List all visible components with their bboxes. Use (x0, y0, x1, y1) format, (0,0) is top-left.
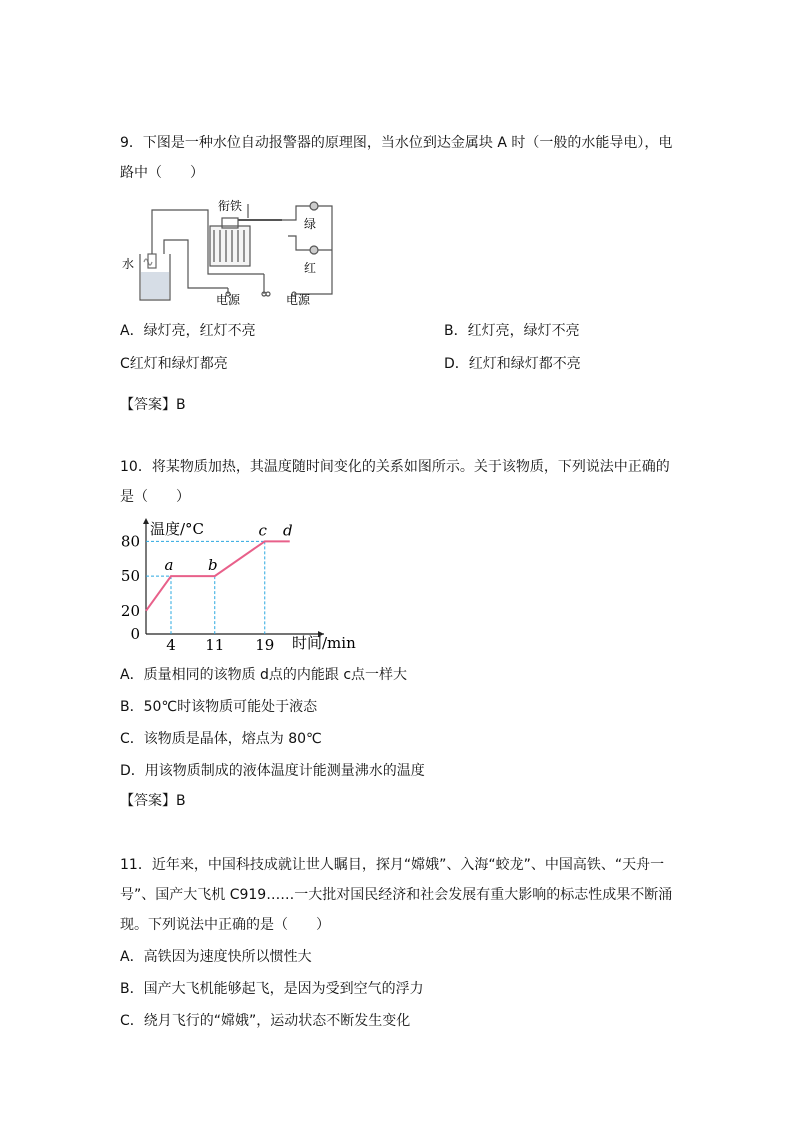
y-tick-label: 20 (120, 601, 140, 620)
label-power-source-2: 电源 (286, 293, 311, 307)
q9-answer: 【答案】B (120, 397, 186, 413)
label-red-lamp: 红 (304, 261, 317, 275)
y-tick-label: 0 (130, 625, 140, 643)
q9-option-d: D．红灯和绿灯都不亮 (444, 356, 581, 372)
point-label-c: c (258, 521, 267, 540)
q9-option-c: C红灯和绿灯都亮 (120, 356, 228, 372)
label-armature: 衔铁 (218, 199, 243, 213)
q9-circuit-diagram (118, 196, 340, 308)
x-axis-label: 时间/min (292, 634, 356, 652)
point-label-a: a (164, 556, 174, 575)
q10-option-c: C．该物质是晶体，熔点为 80℃ (120, 731, 322, 747)
y-axis-arrow (143, 518, 149, 524)
y-tick-label: 80 (120, 532, 140, 551)
x-tick-label: 4 (166, 636, 176, 654)
q10-option-d: D．用该物质制成的液体温度计能测量沸水的温度 (120, 763, 425, 779)
q9-stem-line1: 9．下图是一种水位自动报警器的原理图，当水位到达金属块 A 时（一般的水能导电），电 (120, 135, 673, 151)
point-label-d: d (282, 521, 293, 540)
q11-option-b: B．国产大飞机能够起飞，是因为受到空气的浮力 (120, 981, 424, 997)
x-tick-label: 19 (255, 636, 275, 654)
q10-stem-line2: 是（ ） (120, 489, 190, 505)
q11-option-c: C．绕月飞行的“嫦娥”，运动状态不断发生变化 (120, 1013, 411, 1029)
q9-option-a: A．绿灯亮，红灯不亮 (120, 323, 256, 339)
q10-answer: 【答案】B (120, 793, 186, 809)
y-tick-label: 50 (120, 567, 140, 586)
q11-stem-line2: 号”、国产大飞机 C919……一大批对国民经济和社会发展有重大影响的标志性成果不断涌 (120, 887, 673, 903)
q10-option-b: B．50℃时该物质可能处于液态 (120, 699, 318, 715)
q11-stem-line1: 11．近年来，中国科技成就让世人瞩目，探月“嫦娥”、入海“蛟龙”、中国高铁、“天舟一 (120, 857, 665, 873)
q11-option-a: A．高铁因为速度快所以惯性大 (120, 949, 312, 965)
q9-option-b: B．红灯亮，绿灯不亮 (444, 323, 580, 339)
q10-temperature-time-graph (112, 512, 356, 654)
label-green-lamp: 绿 (304, 217, 317, 231)
q10-stem-line1: 10．将某物质加热，其温度随时间变化的关系如图所示。关于该物质，下列说法中正确的 (120, 459, 670, 475)
y-axis-label: 温度/°C (150, 520, 205, 538)
label-water: 水 (122, 257, 135, 271)
point-label-b: b (207, 556, 218, 575)
x-tick-label: 11 (205, 636, 225, 654)
q11-stem-line3: 现。下列说法中正确的是（ ） (120, 917, 330, 933)
q10-option-a: A．质量相同的该物质 d点的内能跟 c点一样大 (120, 667, 408, 683)
q9-stem-line2: 路中（ ） (120, 165, 204, 181)
label-power-source-1: 电源 (216, 293, 241, 307)
